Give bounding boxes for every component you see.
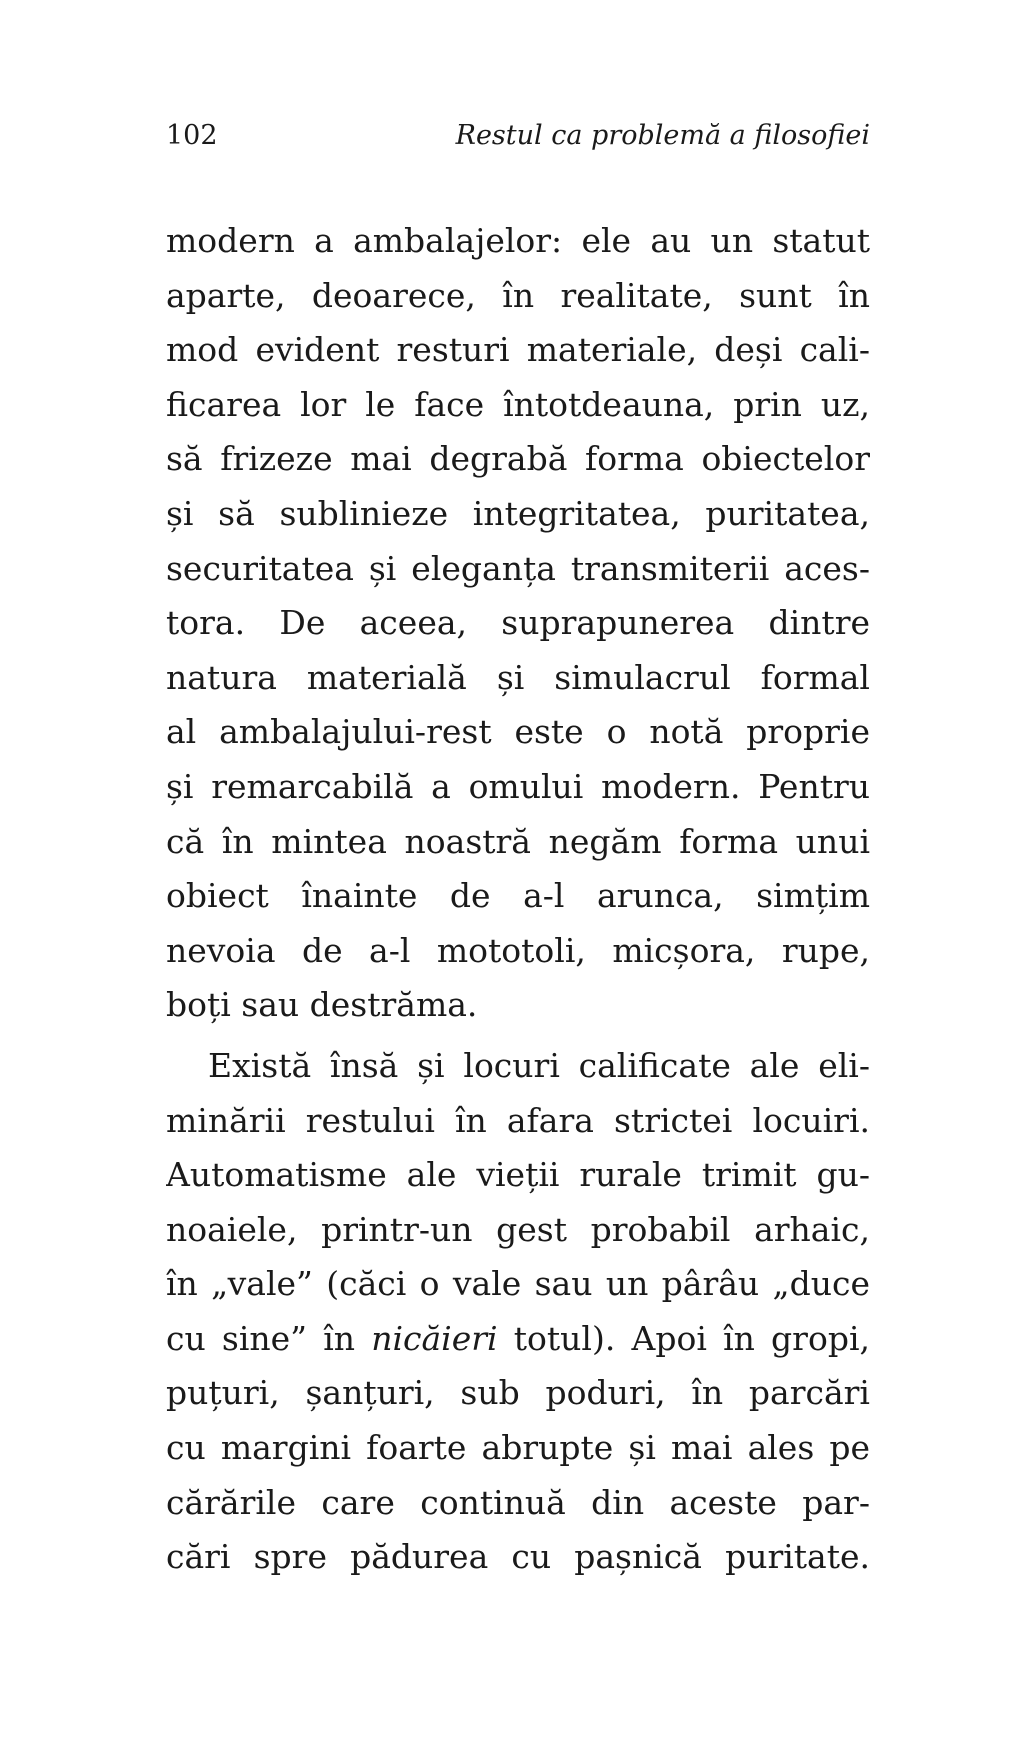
text-line: aparte, deoarece, în realitate, sunt în	[166, 275, 870, 315]
text-line: ficarea lor le face întotdeauna, prin uz,	[166, 384, 870, 424]
text-line: și remarcabilă a omului modern. Pentru	[166, 766, 870, 806]
text-line: cu margini foarte abrupte și mai ales pe	[166, 1428, 870, 1468]
text-line-with-italic	[166, 1312, 870, 1367]
text-line: mod evident resturi materiale, deși cali-	[166, 330, 870, 370]
page-header	[166, 116, 870, 156]
text-fragment: cu sine” în	[166, 1318, 372, 1358]
text-line: și să sublinieze integritatea, puritatea,	[166, 493, 870, 533]
text-line: tora. De aceea, suprapunerea dintre	[166, 603, 870, 643]
text-line: obiect înainte de a-l arunca, simțim	[166, 876, 870, 916]
text-line: al ambalajului-rest este o notă proprie	[166, 712, 870, 752]
text-line: Automatisme ale vieții rurale trimit gu-	[166, 1155, 870, 1195]
italic-word: nicăieri	[371, 1318, 498, 1358]
text-line: nevoia de a-l mototoli, micșora, rupe,	[166, 930, 870, 970]
text-line: în „vale” (căci o vale sau un pârâu „duce	[166, 1264, 870, 1304]
paragraph-2	[166, 1039, 870, 1585]
text-line: boți sau destrăma.	[166, 985, 478, 1025]
text-line: să frizeze mai degrabă forma obiectelor	[166, 439, 870, 479]
text-line: minării restului în afara strictei locuiri.	[166, 1100, 870, 1140]
text-line: natura materială și simulacrul formal	[166, 657, 870, 697]
text-line: că în mintea noastră negăm forma unui	[166, 821, 870, 861]
page-number: 102	[166, 120, 218, 151]
text-line: modern a ambalajelor: ele au un statut	[166, 221, 870, 260]
text-fragment: totul). Apoi în gropi,	[497, 1318, 870, 1358]
text-line: puțuri, șanțuri, sub poduri, în parcări	[166, 1373, 870, 1413]
text-line: securitatea și eleganța transmiterii aces-	[166, 548, 870, 588]
running-title: Restul ca problemă a filosofiei	[455, 120, 870, 151]
text-line: Există însă și locuri calificate ale eli-	[208, 1045, 870, 1085]
text-line: noaiele, printr-un gest probabil arhaic,	[166, 1209, 870, 1249]
paragraph-1	[166, 214, 870, 1033]
body-text	[166, 214, 870, 1585]
text-line: cărările care continuă din aceste par-	[166, 1482, 870, 1522]
text-line: cări spre pădurea cu pașnică puritate.	[166, 1537, 870, 1577]
